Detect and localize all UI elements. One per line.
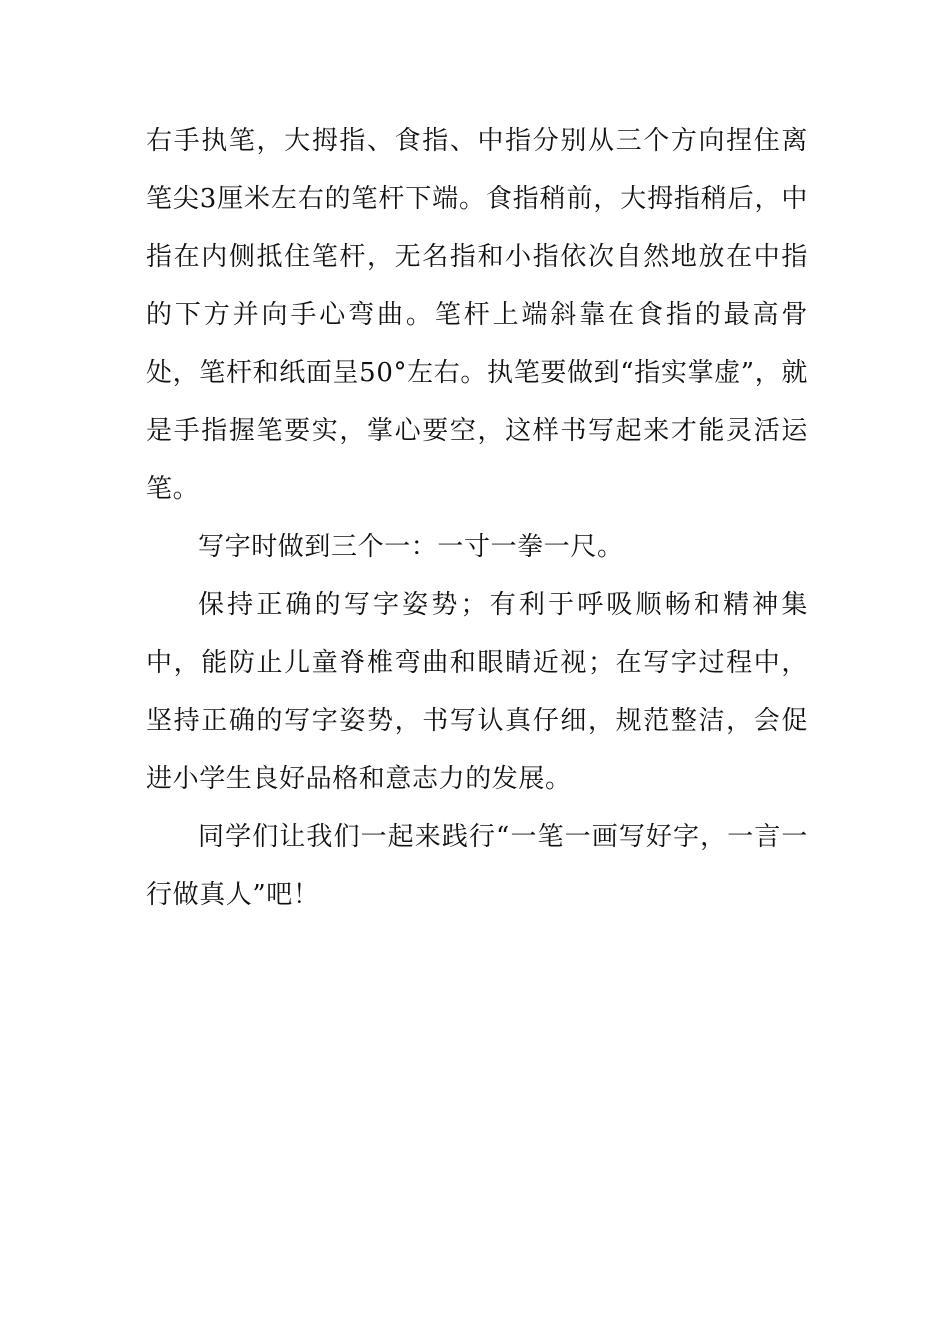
- paragraph-closing-call: 同学们让我们一起来践行“一笔一画写好字，一言一行做真人”吧！: [146, 822, 808, 910]
- paragraph-three-ones: 写字时做到三个一：一寸一拳一尺。: [198, 532, 624, 562]
- document-body: [146, 112, 808, 924]
- paragraph-posture-benefits: 保持正确的写字姿势；有利于呼吸顺畅和精神集中，能防止儿童脊椎弯曲和眼睛近视；在写字过程中，坚持正确的写字姿势，书写认真仔细，规范整洁，会促进小学生良好品格和意志力的发展。: [146, 590, 808, 794]
- paragraph-pen-holding: 右手执笔，大拇指、食指、中指分别从三个方向捏住离笔尖3厘米左右的笔杆下端。食指稍前，大拇指稍后，中指在内侧抵住笔杆，无名指和小指依次自然地放在中指的下方并向手心弯曲。笔杆上端斜靠在食指的最高骨处，笔杆和纸面呈50°左右。执笔要做到“指实掌虚”，就是手指握笔要实，掌心要空，这样书写起来才能灵活运笔。: [146, 126, 808, 504]
